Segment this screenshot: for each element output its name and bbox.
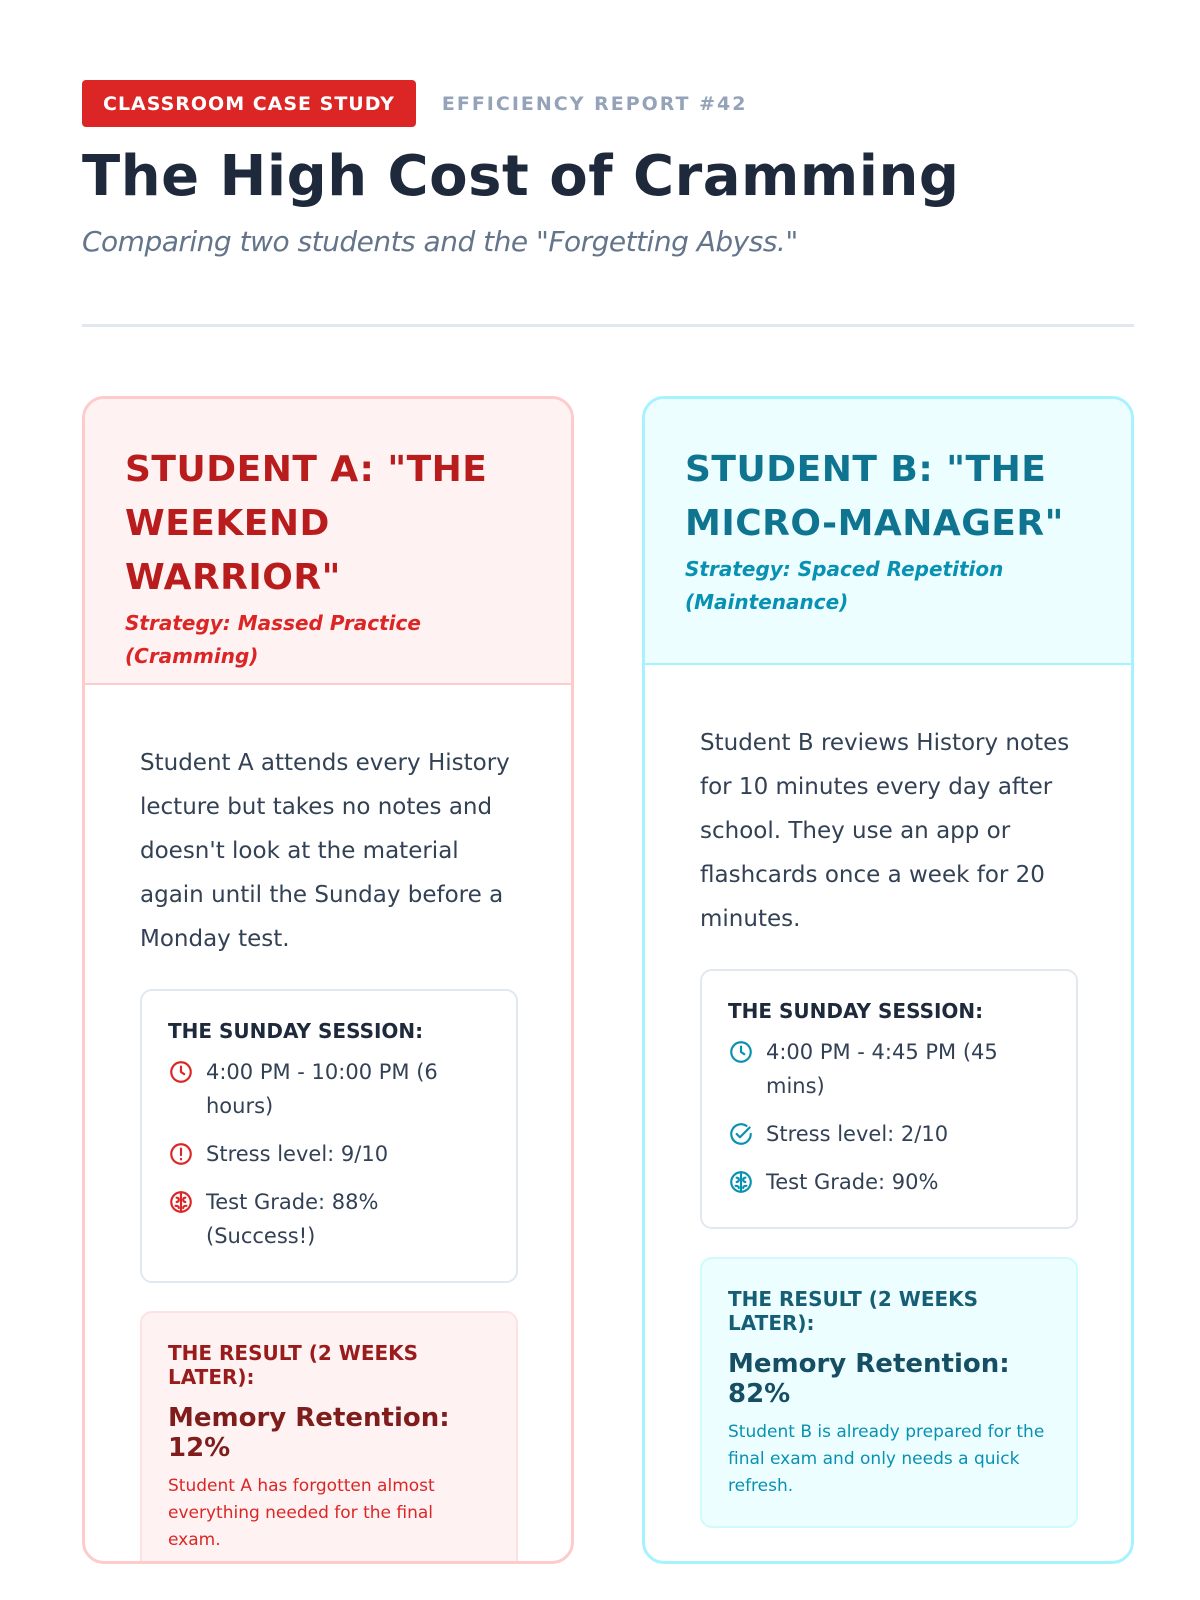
student-b-header [645, 399, 1131, 665]
brain-icon [728, 1169, 754, 1195]
student-a-header [85, 399, 571, 685]
retention-value: Memory Retention: 12% [168, 1403, 450, 1463]
page-subtitle: Comparing two students and the "Forgetting Abyss." [82, 225, 798, 258]
session-item-text: 4:00 PM - 4:45 PM (45 mins) [766, 1040, 998, 1098]
session-item-text: Stress level: 9/10 [206, 1142, 389, 1166]
session-item [168, 1055, 490, 1123]
clock-icon [168, 1059, 194, 1085]
student-b-description: Student B reviews History notes for 10 minutes every day after school. They use an app or flashcards once a week for 20 minutes. [700, 730, 1070, 932]
session-item-text: Test Grade: 90% [766, 1170, 939, 1194]
session-item-text: 4:00 PM - 10:00 PM (6 hours) [206, 1060, 438, 1118]
session-item [728, 1117, 1050, 1151]
result-note: Student B is already prepared for the final exam and only needs a quick refresh. [728, 1422, 1045, 1496]
header [82, 80, 1134, 258]
page-title: The High Cost of Cramming [82, 144, 960, 209]
student-a-description: Student A attends every History lecture but takes no notes and doesn't look at the material again until the Sunday before a Monday test. [140, 750, 510, 952]
alert-circle-icon [168, 1141, 194, 1167]
student-a-result [140, 1311, 518, 1564]
check-circle-icon [728, 1121, 754, 1147]
brain-icon [168, 1189, 194, 1215]
student-a-session [140, 989, 518, 1283]
student-b-title: STUDENT B: "THE MICRO-MANAGER" [685, 449, 1064, 544]
result-title: THE RESULT (2 WEEKS LATER): [168, 1341, 419, 1389]
report-label: EFFICIENCY REPORT #42 [441, 92, 748, 115]
result-title: THE RESULT (2 WEEKS LATER): [728, 1287, 979, 1335]
session-item-text: Stress level: 2/10 [766, 1122, 949, 1146]
session-title: THE SUNDAY SESSION: [168, 1019, 424, 1043]
session-item [168, 1185, 490, 1253]
case-study-tag: CLASSROOM CASE STUDY [82, 80, 416, 127]
clock-icon [728, 1039, 754, 1065]
student-a-card [82, 396, 574, 1564]
student-b-strategy: Strategy: Spaced Repetition (Maintenance) [685, 557, 1004, 614]
retention-value: Memory Retention: 82% [728, 1349, 1010, 1409]
session-item [168, 1137, 490, 1171]
divider [82, 324, 1134, 327]
session-item [728, 1165, 1050, 1199]
student-a-strategy: Strategy: Massed Practice (Cramming) [125, 611, 421, 668]
student-b-session [700, 969, 1078, 1229]
student-b-result [700, 1257, 1078, 1528]
session-item-text: Test Grade: 88% (Success!) [206, 1190, 379, 1248]
result-note: Student A has forgotten almost everything needed for the final exam. [168, 1476, 435, 1550]
session-item [728, 1035, 1050, 1103]
student-b-card [642, 396, 1134, 1564]
student-a-title: STUDENT A: "THE WEEKEND WARRIOR" [125, 449, 488, 598]
session-title: THE SUNDAY SESSION: [728, 999, 984, 1023]
